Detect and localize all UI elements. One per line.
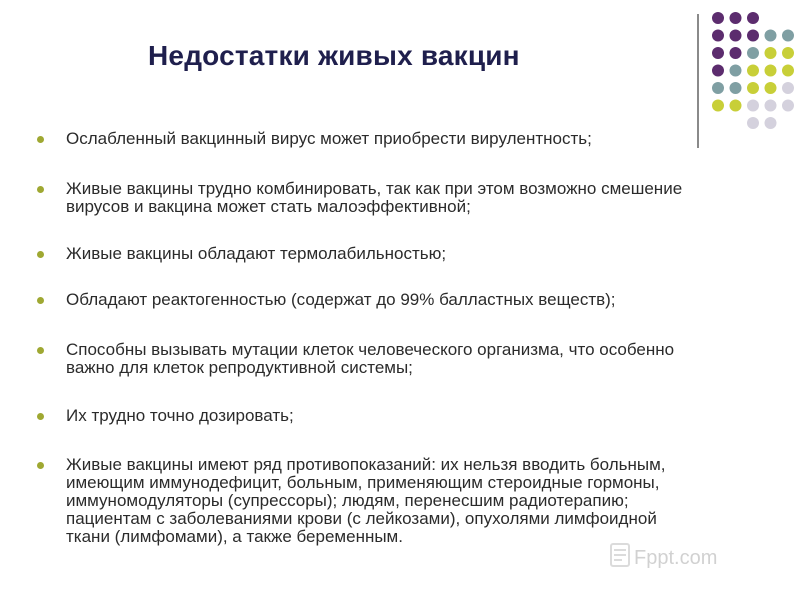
decorative-dot: [782, 30, 794, 42]
decorative-dot: [747, 117, 759, 129]
bullet-marker: [37, 462, 44, 469]
decorative-dot: [712, 12, 724, 24]
bullet-marker: [37, 251, 44, 258]
decorative-dot: [747, 47, 759, 59]
watermark-text: Fppt.com: [634, 547, 718, 569]
decorative-dot: [765, 30, 777, 42]
bullet-marker: [37, 297, 44, 304]
decorative-dot: [730, 47, 742, 59]
slide-title: Недостатки живых вакцин: [148, 40, 520, 71]
bullet-item: Обладают реактогенностью (содержат до 99% балластных веществ);: [66, 290, 616, 309]
decorative-dot: [782, 65, 794, 77]
decorative-dot: [712, 65, 724, 77]
bullet-item: Живые вакцины трудно комбинировать, так как при этом возможно смешение вирусов и вакцина может стать малоэффективной;: [66, 179, 683, 216]
decorative-dot: [747, 12, 759, 24]
decorative-dot: [730, 100, 742, 112]
decorative-dot: [747, 65, 759, 77]
decorative-dot: [765, 100, 777, 112]
decorative-dot: [747, 100, 759, 112]
decorative-dot: [712, 30, 724, 42]
bullet-marker: [37, 136, 44, 143]
decorative-dot: [730, 65, 742, 77]
decorative-dot: [765, 65, 777, 77]
decorative-dot: [782, 100, 794, 112]
decorative-dot: [747, 82, 759, 94]
decorative-dot: [730, 30, 742, 42]
bullet-marker: [37, 186, 44, 193]
bullet-item: Способны вызывать мутации клеток человеческого организма, что особенно важно для клеток репродуктивной системы;: [66, 340, 675, 377]
decorative-dot: [765, 117, 777, 129]
decorative-dot: [782, 47, 794, 59]
decorative-dot: [730, 12, 742, 24]
bullet-item: Их трудно точно дозировать;: [66, 406, 294, 425]
decorative-dot: [712, 82, 724, 94]
fppt-watermark-logo: [608, 538, 768, 574]
bullet-marker: [37, 347, 44, 354]
bullet-item: Ослабленный вакцинный вирус может приобрести вирулентность;: [66, 129, 592, 148]
decorative-dot: [712, 100, 724, 112]
decorative-dot: [782, 82, 794, 94]
decorative-dot: [747, 30, 759, 42]
decorative-dot: [712, 47, 724, 59]
bullet-item: Живые вакцины обладают термолабильностью;: [66, 244, 447, 263]
bullet-marker: [37, 413, 44, 420]
bullet-item: Живые вакцины имеют ряд противопоказаний: их нельзя вводить больным, имеющим иммунодефицит, больным, применяющим стероидные гормоны, иммуномодуляторы (супрессоры); людям, перенесшим радиотерапию; пациентам с заболеваниями крови (с лейкозами), опухолями лимфоидной ткани (лимфомами), а также беременным.: [66, 455, 666, 546]
decorative-dot: [765, 82, 777, 94]
decorative-dot: [730, 82, 742, 94]
decorative-dot: [765, 47, 777, 59]
